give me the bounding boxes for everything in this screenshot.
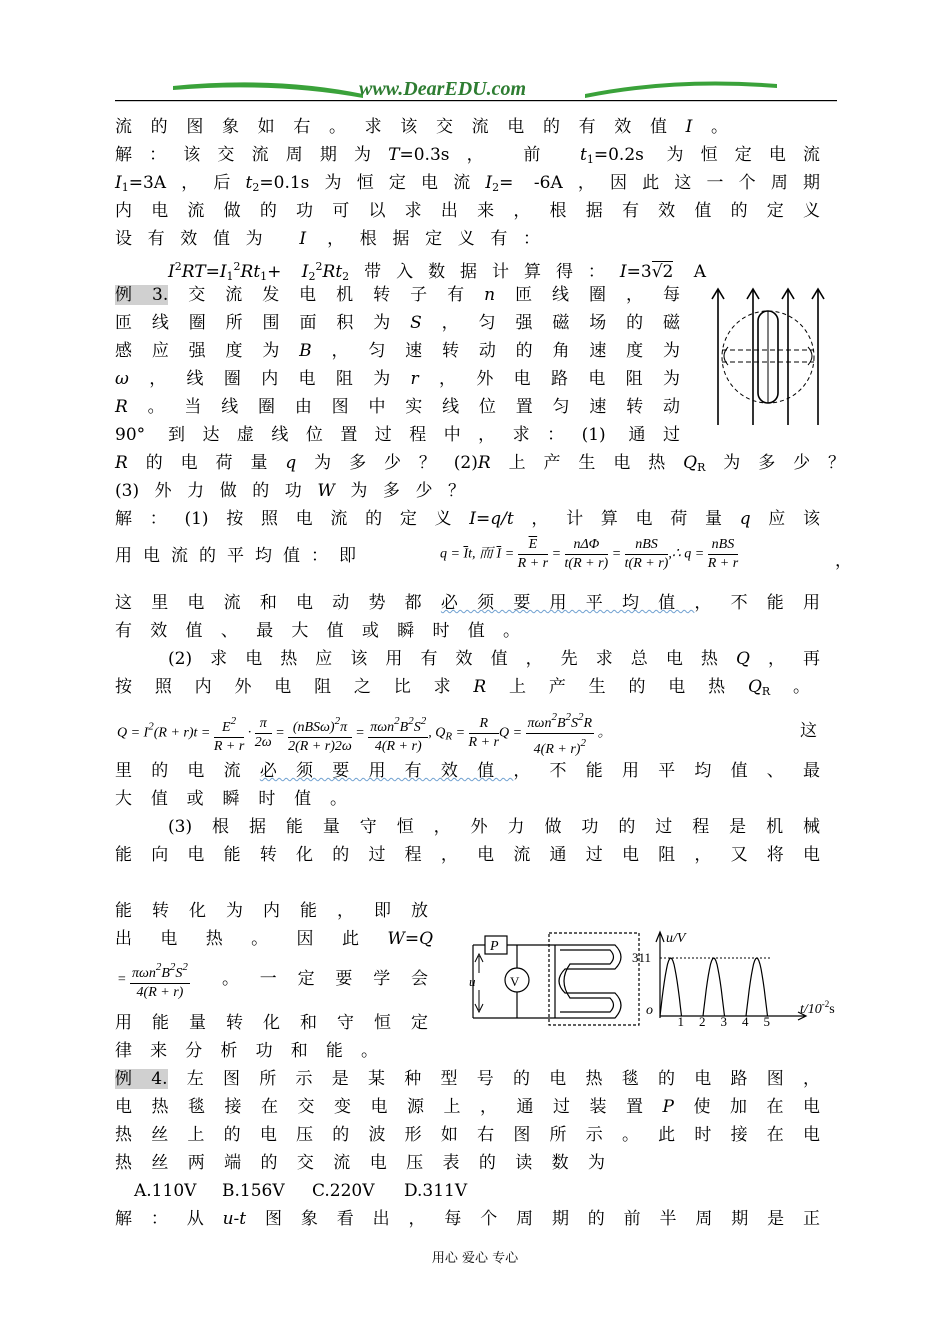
formula-W: = $\frac{\pi\omega n^2B^2S^2}{4(R + r)}$ bbox=[117, 958, 190, 1002]
graph-xlabel-unit: s bbox=[829, 1002, 835, 1017]
circuit-u-label: u bbox=[469, 974, 476, 989]
text-line: 按照内外电阻之比求R上产生的电热$Q_R$。 bbox=[115, 677, 811, 698]
circuit-p-label: P bbox=[490, 939, 499, 954]
graph-xlabel-exp: -2 bbox=[821, 999, 830, 1009]
text-line: (2)求电热应该用有效值，先求总电热Q，再 bbox=[168, 649, 821, 669]
text-line: 里的电流必须要用有效值，不能用平均值、最 bbox=[115, 761, 821, 781]
option-d[interactable]: D.311V bbox=[404, 1181, 468, 1201]
graph-tick-label: 1 bbox=[677, 1014, 684, 1028]
graph-tick-label: 5 bbox=[763, 1014, 770, 1028]
waveform-graph bbox=[630, 928, 845, 1028]
text-line: 这里电流和电动势都必须要用平均值，不能用 bbox=[115, 593, 821, 613]
text-line: 设有效值为 I ，根据定义有： bbox=[115, 229, 541, 249]
graph-tick-label: 3 bbox=[720, 1014, 727, 1028]
text-line: 匝线圈所围面积为S，匀强磁场的磁 bbox=[115, 313, 681, 333]
text-line: R的电荷量q为多少？(2)R上产生电热$Q_R$为多少？ bbox=[115, 453, 846, 474]
text-line: 感应强度为B，匀速转动的角速度为 bbox=[115, 341, 681, 361]
graph-tick-label: 2 bbox=[699, 1014, 706, 1028]
text-line: R。当线圈由图中实线位置匀速转动 bbox=[115, 397, 680, 417]
graph-origin: o bbox=[646, 1003, 653, 1018]
text-line: 律来分析功和能。 bbox=[115, 1041, 378, 1061]
text-line: 出电热。因此W=Q bbox=[115, 929, 433, 949]
text-line: 例4.左图所示是某种型号的电热毯的电路图， bbox=[115, 1069, 821, 1089]
svg-text:t/10-2s bbox=[800, 999, 835, 1017]
text-line: 。一定要学会 bbox=[222, 969, 428, 989]
circuit-diagram bbox=[465, 928, 645, 1028]
site-name[interactable]: www.DearEDU.com bbox=[359, 78, 527, 100]
text-line: 热丝两端的交流电压表的读数为 bbox=[115, 1153, 605, 1173]
text-line: 解：从u-t图象看出，每个周期的前半周期是正 bbox=[115, 1209, 821, 1229]
text-line: 解：该交流周期为T=0.3s， 前 $t_1=0.2s$ 为恒定电流 bbox=[115, 145, 821, 166]
text-line: 内电流做的功可以求出来，根据有效值的定义 bbox=[115, 201, 820, 221]
text-line: ω，线圈内电阻为r，外电路电阻为 bbox=[115, 369, 681, 389]
graph-tick-label: 4 bbox=[742, 1014, 749, 1028]
text-line: (3)外力做的功W为多少？ bbox=[115, 481, 466, 501]
text-line: (3)根据能量守恒，外力做功的过程是机械 bbox=[168, 817, 820, 837]
text-line: 热丝上的电压的波形如右图所示。此时接在电 bbox=[115, 1125, 820, 1145]
text-line: $I_1=3A$，后$t_2=0.1s$为恒定电流$I_2= -6A$，因此这一个周期 bbox=[115, 173, 820, 194]
text-line: 大值或瞬时值。 bbox=[115, 789, 347, 809]
text-line: 例3.交流发电机转子有n匝线圈，每 bbox=[115, 285, 681, 305]
options-line bbox=[134, 1178, 534, 1204]
coil-diagram bbox=[708, 285, 828, 430]
text-line: 有效值、最大值或瞬时值。 bbox=[115, 621, 520, 641]
text-line: 用电流的平均值：即 bbox=[115, 546, 367, 566]
graph-xlabel: t/10 bbox=[800, 1002, 822, 1017]
footer-text: 用心 爱心 专心 bbox=[431, 1251, 519, 1266]
text-line: 解：(1)按照电流的定义I=q/t，计算电荷量q应该 bbox=[115, 509, 821, 529]
option-a[interactable]: A.110V bbox=[134, 1181, 197, 1201]
option-c[interactable]: C.220V bbox=[312, 1181, 375, 1201]
formula-line: $I^2RT=I_1^2Rt_1+ I_2^2Rt_2$带入数据计算得：I=3√2 A bbox=[168, 260, 707, 283]
text-line: 能转化为内能，即放 bbox=[115, 901, 428, 921]
text-line: 用能量转化和守恒定 bbox=[115, 1013, 428, 1033]
text-line: 电热毯接在交变电源上，通过装置P使加在电 bbox=[115, 1097, 821, 1117]
svg-text:u/V bbox=[666, 931, 687, 946]
text-fragment: 这 bbox=[800, 721, 817, 741]
text-line: 90° 到达虚线位置过程中，求：(1) 通过 bbox=[115, 425, 680, 445]
graph-ymax: 311 bbox=[632, 950, 652, 965]
formula-Q: $Q = I^2(R + r)t$ = $\frac{E^2}{R + r}$ · $\frac{\pi}{2\omega}$ = $\frac{(nBS\omega)^2\pi}{2(R + r)2\omega}$ = $\frac{\pi\omega n^2B^2S^2}{4(R + r)}$ , $Q_R$ = $\frac{R}{R + r}$ Q = $\frac{\pi\omega n^2B^2S^2R}{4(R + r)^2}$ 。 bbox=[117, 708, 612, 759]
circuit-v-label: V bbox=[510, 974, 520, 989]
text-line: 流的图象如右。求该交流电的有效值I。 bbox=[115, 117, 729, 137]
option-b[interactable]: B.156V bbox=[222, 1181, 285, 1201]
header-banner bbox=[115, 78, 837, 104]
graph-ylabel: u/V bbox=[666, 931, 686, 946]
formula-q: $q = \overline{I}t$, 而 $\overline{I}$ = $\frac{\overline{E}}{R + r}$ = $\frac{\text{nΔΦ}}{t(R + r)}$ = $\frac{\text{nBS}}{t(R + r)}$ ,∴ q = $\frac{\text{nBS}}{R + r}$ bbox=[440, 537, 739, 571]
text-line: 能向电能转化的过程，电流通过电阻，又将电 bbox=[115, 845, 820, 865]
